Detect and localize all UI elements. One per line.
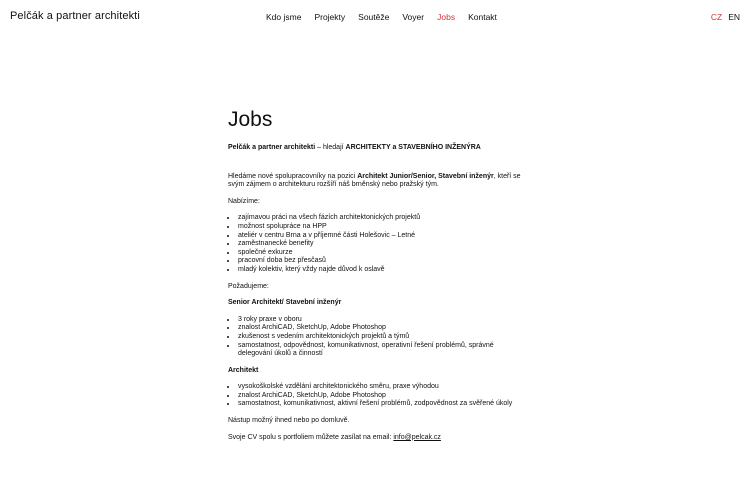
list-item: • společné exkurze [237,249,528,258]
cv-text: Svoje CV spolu s portfoliem můžete zasílat na email: [228,433,394,441]
cv-note [228,434,528,443]
brand-logo-link[interactable]: Pelčák a partner architekti [10,10,140,22]
senior-requirements-list [228,316,528,359]
role-senior-heading: Senior Architekt/ Stavební inženýr [228,299,342,307]
nav-kontakt[interactable]: Kontakt [468,12,497,22]
role-architect-heading: Architekt [228,366,259,374]
intro-post: , kteří se svým zájmem o architekturu rozšíří náš brněnský nebo pražský tým. [228,172,521,189]
lead-line [228,144,528,153]
page-title: Jobs [228,108,273,131]
list-item: • možnost spolupráce na HPP [237,223,528,232]
architect-requirements-list [228,383,528,409]
lang-en[interactable]: EN [728,12,740,22]
offer-label: Nabízíme: [228,197,260,205]
list-item: • 3 roky praxe v oboru [237,316,528,325]
list-item: • vysokoškolské vzdělání architektonického směru, praxe výhodou [237,383,528,392]
main-nav [266,12,510,22]
start-note: Nástup možný ihned nebo po domluvě. [228,417,350,425]
list-item: • samostatnost, komunikativnost, aktivní řešení problémů, zodpovědnost za svěřené úkoly [237,400,528,409]
requirements-label: Požadujeme: [228,282,269,290]
lead-middle: – hledají [315,144,346,151]
nav-voyer[interactable]: Voyer [402,12,425,22]
lang-cz[interactable]: CZ [710,12,723,22]
list-item: • zkušenost s vedením architektonických projektů a týmů [237,333,528,342]
intro-paragraph [228,173,528,190]
list-item: • znalost ArchiCAD, SketchUp, Adobe Photoshop [237,324,528,333]
nav-souteze[interactable]: Soutěže [358,12,390,22]
list-item: • znalost ArchiCAD, SketchUp, Adobe Photoshop [237,392,528,401]
list-item: • samostatnost, odpovědnost, komunikativnost, operativní řešení problémů, správné delegování úkolů a činností [237,342,528,359]
email-link[interactable]: info@pelcak.cz [393,433,441,441]
list-item: • ateliér v centru Brna a v příjemné části Holešovic – Letné [237,232,528,241]
list-item: • zajímavou práci na všech fázích architektonických projektů [237,214,528,223]
intro-pre: Hledáme nové spolupracovníky na pozici [228,172,358,180]
list-item: • mladý kolektiv, který vždy najde důvod k oslavě [237,266,528,275]
nav-jobs[interactable]: Jobs [437,12,456,22]
offer-list [228,214,528,274]
language-switcher [711,12,740,22]
lead-company: Pelčák a partner architekti [228,144,316,151]
list-item: • zaměstnanecké benefity [237,240,528,249]
nav-kdo-jsme[interactable]: Kdo jsme [266,12,302,22]
intro-bold: Architekt Junior/Senior, Stavební inženýr [357,172,494,180]
list-item: • pracovní doba bez přesčasů [237,257,528,266]
jobs-content [228,106,528,442]
nav-projekty[interactable]: Projekty [314,12,346,22]
lead-positions: ARCHITEKTY a STAVEBNÍHO INŽENÝRA [345,144,481,151]
